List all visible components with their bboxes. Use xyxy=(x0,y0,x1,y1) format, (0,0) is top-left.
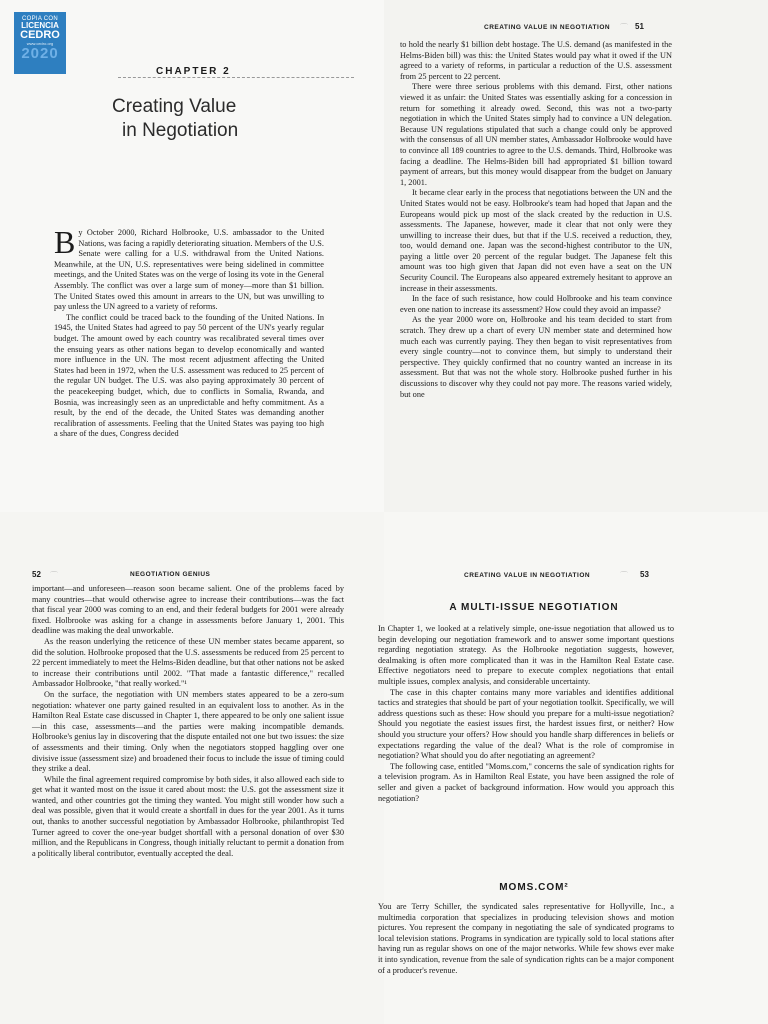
page-51-body xyxy=(400,40,672,400)
drop-cap: B xyxy=(54,224,76,260)
page-51 xyxy=(384,0,768,512)
paragraph: In Chapter 1, we looked at a relatively simple, one-issue negotiation that allowed us to begin developing our negotiation framework and to answer some important questions regarding negotiation strategy. As the Holbrooke negotiation suggests, however, dealmaking is often more complicated than it was in the Hamilton Real Estate case. Effective negotiators need to prepare to execute complex negotiations that entail multiple issues, complex analysis, and considerable uncertainty. xyxy=(378,624,674,686)
folio-ornament: ⌒ xyxy=(620,571,628,580)
chapter-label: CHAPTER 2 xyxy=(118,66,354,78)
chapter-title-line-2: in Negotiation xyxy=(122,120,239,141)
running-head: CREATING VALUE IN NEGOTIATION xyxy=(464,572,591,579)
paragraph: There were three serious problems with this demand. First, other nations viewed it as unfair: the United States was essentially asking for a concession in return for something it already owed. Second, this was not a two-party negotiation in which the United States simply had to convince a UN delegation. Because UN regulations stipulated that such a change could only be approved with the consensus of all UN member states, Ambassador Holbrooke would have to convince all 189 countries to agree to the U.S. demands. Third, Holbrooke was facing a deadline. The Helms-Biden bill had appropriated $1 billion toward payment of arrears, but this money would disappear from the budget on January 1, 2001. xyxy=(400,82,672,187)
paragraph: to hold the nearly $1 billion debt hostage. The U.S. demand (as manifested in the Helms-Biden bill) was this: the United States would pay what it owed if the UN agreed to a variety of reforms, in particular a reduction of the U.S. assessment from 25 percent to 22 percent. xyxy=(400,40,672,81)
opening-paragraph-text: y October 2000, Richard Holbrooke, U.S. ambassador to the United Nations, was facing a rapidly deteriorating situation. Members of the U.S. Senate were calling for a U.S. withdrawal from the United Nations. Meanwhile, at the UN, U.S. representatives were being sidelined in committee meetings, and the United States was on the verge of losing its vote in the General Assembly. The conflict was over a large sum of money—more than $1 billion. The United States owed this amount in arrears to the UN, but was unwilling to pay unless the UN agreed to a variety of reforms. xyxy=(54,228,324,312)
page-53-body xyxy=(378,624,674,804)
stamp-year: 2020 xyxy=(21,45,59,62)
paragraph: The following case, entitled "Moms.com," concerns the sale of syndication rights for a television program. As in Hamilton Real Estate, you have been assigned the role of seller and given a packet of background information. How would you approach this negotiation? xyxy=(378,761,674,803)
opening-paragraph xyxy=(54,224,324,313)
page-50 xyxy=(0,0,384,512)
case-body xyxy=(378,902,674,976)
bottom-spread xyxy=(0,512,768,1024)
running-head: CREATING VALUE IN NEGOTIATION xyxy=(484,24,611,31)
page-52 xyxy=(0,512,384,1024)
page-number: 52 xyxy=(32,570,41,579)
running-head: NEGOTIATION GENIUS xyxy=(130,571,211,578)
page-number: 53 xyxy=(640,570,649,579)
paragraph: You are Terry Schiller, the syndicated sales representative for Hollyville, Inc., a multimedia corporation that specializes in producing television shows and motion pictures. You represent the company in negotiating the sale of syndicated programs to local television stations. Programs in syndication are typically sold to local stations after having run as regular shows on one of the major networks. While few shows ever make it into syndication, revenue from the sale of syndication rights can be a major component of a producer's revenue. xyxy=(378,902,674,975)
stamp-line-4: www.cedro.org xyxy=(26,41,54,46)
section-heading: A MULTI-ISSUE NEGOTIATION xyxy=(449,602,619,613)
paragraph: In the face of such resistance, how could Holbrooke and his team convince even one nation to increase its assessment? How could they avoid an impasse? xyxy=(400,294,672,314)
stamp-line-3: CEDRO xyxy=(20,29,60,41)
paragraph: On the surface, the negotiation with UN members states appeared to be a zero-sum negotiation: whatever one party gained resulted in an equivalent loss to another. As in the Hamilton Real Estate case discussed in Chapter 1, there appeared to be only one salient issue—in this case, assessments—and the parties were making incompatible demands. Holbrooke's genius lay in discovering that the dispute entailed not one but two issues: the size of assessments and their timing. Only when the negotiators stopped haggling over one divisive issue (assessment size) and broadened their focus to include the issue of timing could they strike a deal. xyxy=(32,689,344,774)
page-53 xyxy=(378,512,768,1024)
folio-ornament: ⌒ xyxy=(620,23,628,32)
paragraph: The case in this chapter contains many more variables and identifies additional tactics and strategies that should be part of your negotiation toolkit. Specifically, we will address questions such as these: How should you prepare for a multi-issue negotiation? Should you negotiate the easiest issues first, the hardest issues first, or neither? How should you structure your offers? How should you handle sharp differences in beliefs or expectations regarding the value of the deal? What is the role of compromise in negotiation? What should you do after negotiating an agreement? xyxy=(378,687,674,761)
paragraph: important—and unforeseen—reason soon became salient. One of the problems faced by many countries—that would otherwise agree to increase their contributions—was the fact that fiscal year 2000 was coming to an end, and their federal budgets for 2001 were already fixed. Holbrooke was asking for a change in assessments before January 1, 2001. This deadline was making the deal unworkable. xyxy=(32,584,344,636)
folio-ornament: ⌒ xyxy=(50,571,58,580)
stamp-line-2: LICENCIA xyxy=(21,21,59,30)
paragraph: As the year 2000 wore on, Holbrooke and his team decided to start from scratch. They drew up a chart of every UN member state and determined how much each was currently paying. They then began to visit representatives from every single country—not to convince them, but simply to understand their perspective. They quickly confirmed that no country wanted an increase in its assessment. But that was not the whole story. Holbrooke pushed further in his discussions to discover why they could not pay more. The reasons varied widely, but one xyxy=(400,315,672,399)
license-stamp xyxy=(14,12,66,74)
paragraph: It became clear early in the process that negotiations between the UN and the United States would not be easy. Holbrooke's team had hoped that Japan and the Europeans would pick up most of the slack created by the reduction in U.S. assessments. The Japanese, however, made it clear that not only were they unwilling to increase their dues, but that if the U.S. received a reduction, they, too, would demand one. Japan was the second-highest contributor to the UN, paying a little over 20 percent of the regular budget. The Japanese felt this amount was too high given that Japan did not even have a seat on the UN Security Council. The Europeans also appeared extremely hesitant to approve an increase in their assessments. xyxy=(400,188,672,293)
stamp-line-1: COPIA CON xyxy=(21,16,59,22)
page-52-body xyxy=(32,584,344,859)
case-heading: MOMS.COM² xyxy=(499,882,569,893)
chapter-title-line-1: Creating Value xyxy=(112,96,237,117)
chapter-title xyxy=(112,95,352,143)
page-number: 51 xyxy=(635,22,644,31)
paragraph: The conflict could be traced back to the founding of the United Nations. In 1945, the United States had agreed to pay 50 percent of the UN's yearly regular budget. The amount owed by each country was recalibrated several times over the ensuing years as other nations began to develop economically and wanted more influence in the UN. The most recent adjustment affecting the United States had been in 1972, when the U.S. assessment was reduced to 25 percent of the regular UN budget. The U.S. was also paying approximately 30 percent of the peacekeeping budget, which, due to conflicts in Somalia, Rwanda, and Bosnia, was increasingly seen as an unpredictable and hefty commitment. As a result, by the end of the decade, the United States was demanding another recalibration of assessments. Feeling that the United States was paying too high a share of the dues, Congress decided xyxy=(54,312,324,439)
page-50-body xyxy=(54,224,324,440)
paragraph: As the reason underlying the reticence of these UN member states became apparent, so did the solution. Holbrooke proposed that the U.S. assessments be reduced from 25 percent to 22 percent immediately to meet the Helms-Biden deadline, but that other nations not be asked to increase their contributions until 2002. "That made a fantastic difference," recalled Ambassador Holbrooke, "that really worked."¹ xyxy=(32,636,344,689)
paragraph: While the final agreement required compromise by both sides, it also allowed each side to get what it wanted most on the issue it cared about most: the U.S. got the assessment size it wanted, and other countries got the timing they wanted. You might still wonder how such a deal was possible, given that it would create a shortfall in dues for the year 2001. As it turns out, thanks to another successful negotiation by Ambassador Holbrooke, philanthropist Ted Turner agreed to cover the one-year budget shortfall with a personal donation of over $30 million, and the Republicans in Congress, though initially reluctant to permit a donation from a politically liberal contributor, eventually accepted the deal. xyxy=(32,774,344,858)
